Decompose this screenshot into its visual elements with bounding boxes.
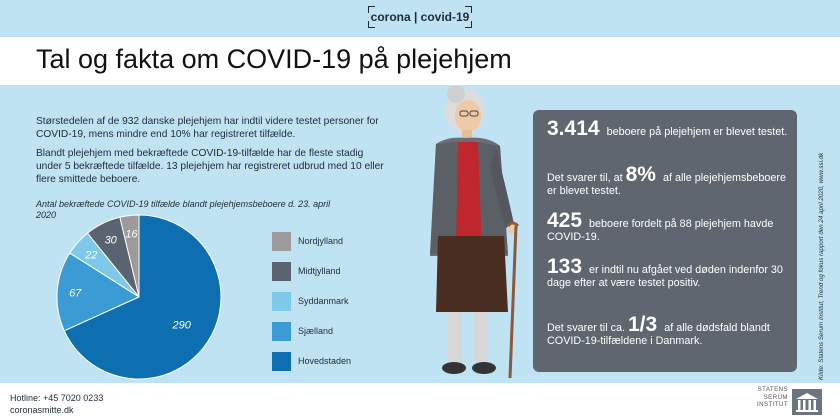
hotline-text: Hotline: +45 7020 0233 — [10, 393, 104, 403]
legend-swatch-syddanmark — [272, 292, 291, 311]
legend-item-hovedstaden — [272, 352, 392, 372]
fact-deaths-text: er indtil nu afgået ved døden indenfor 30 dage efter at være testet positiv. — [547, 264, 783, 289]
legend-item-sj-lland — [272, 322, 392, 342]
institute-line-2: SERUM — [763, 393, 788, 401]
fact-infected-text: beboere fordelt på 88 plejehjem havde COVID-19. — [547, 218, 774, 243]
fact-share-deaths-text: af alle dødsfald blandt COVID-19-tilfældene i Danmark. — [547, 322, 770, 347]
legend-item-nordjylland — [272, 232, 392, 252]
elderly-woman-illustration — [408, 86, 528, 382]
page-title: Tal og fakta om COVID-19 på plejehjem — [36, 44, 512, 74]
legend-item-midtjylland — [272, 262, 392, 282]
fact-infected-number: 425 — [547, 209, 583, 232]
source-text: Kilde: Statens Serum Institut, Trend og fokus rapport den 24 april 2020, www.ssi.dk — [818, 152, 825, 380]
fact-share-tested-number: 8% — [625, 163, 656, 186]
institute-line-1: STATENS — [757, 386, 788, 393]
pie-label-hovedstaden: 290 — [172, 319, 191, 332]
fact-infected — [547, 209, 789, 244]
legend-label-sj-lland: Sjælland — [298, 326, 334, 336]
footer-contact — [10, 392, 103, 416]
fact-share-deaths-lead: Det svarer til ca. — [547, 322, 625, 334]
chart-title: Antal bekræftede COVID-19 tilfælde blandt plejehjemsbeboere d. 23. april 2020 — [36, 199, 331, 220]
legend-label-hovedstaden: Hovedstaden — [298, 356, 352, 366]
fact-tested-text: beboere på plejehjem er blevet testet. — [606, 126, 788, 138]
institute-name — [744, 386, 788, 409]
brand-logo — [368, 6, 472, 28]
legend-swatch-midtjylland — [272, 262, 291, 281]
legend-label-midtjylland: Midtjylland — [298, 266, 341, 276]
fact-deaths — [547, 255, 789, 290]
pie-label-sj-lland: 67 — [69, 287, 82, 300]
intro-paragraph-1: Størstedelen af de 932 danske plejehjem har indtil videre testet personer for COVID-19, mens mindre end 10% har registreret tilfælde. — [36, 116, 379, 140]
fact-share-tested-lead: Det svarer til, at — [547, 172, 623, 184]
legend-swatch-nordjylland — [272, 232, 291, 251]
intro-text — [36, 115, 386, 192]
fact-share-tested-text: af alle plejehjemsbeboere er blevet testet. — [547, 172, 787, 197]
legend-label-syddanmark: Syddanmark — [298, 296, 349, 306]
fact-share-tested — [547, 163, 789, 198]
fact-tested-number: 3.414 — [547, 117, 600, 140]
pie-label-nordjylland: 16 — [125, 228, 138, 241]
fact-share-deaths — [547, 313, 789, 348]
fact-deaths-number: 133 — [547, 255, 583, 278]
legend-item-syddanmark — [272, 292, 392, 312]
brand-text: corona | covid-19 — [370, 10, 470, 24]
facts-box — [533, 110, 797, 372]
legend-swatch-sj-lland — [272, 322, 291, 341]
pie-chart — [36, 213, 246, 383]
pie-label-midtjylland: 30 — [104, 234, 117, 247]
pie-label-syddanmark: 22 — [85, 249, 98, 262]
intro-paragraph-2: Blandt plejehjem med bekræftede COVID-19-tilfælde har de fleste stadig under 5 bekræftede tilfælde. 13 plejehjem har registreret udbrud med 10 eller flere smittede beboere. — [36, 148, 384, 185]
legend-swatch-hovedstaden — [272, 352, 291, 371]
institute-line-3: INSTITUT — [756, 401, 788, 408]
legend-label-nordjylland: Nordjylland — [298, 236, 344, 246]
institute-building-icon — [792, 389, 822, 415]
source-note — [818, 90, 830, 380]
fact-share-deaths-number: 1/3 — [628, 313, 658, 336]
fact-tested — [547, 117, 789, 140]
website-link[interactable]: coronasmitte.dk — [10, 405, 74, 415]
